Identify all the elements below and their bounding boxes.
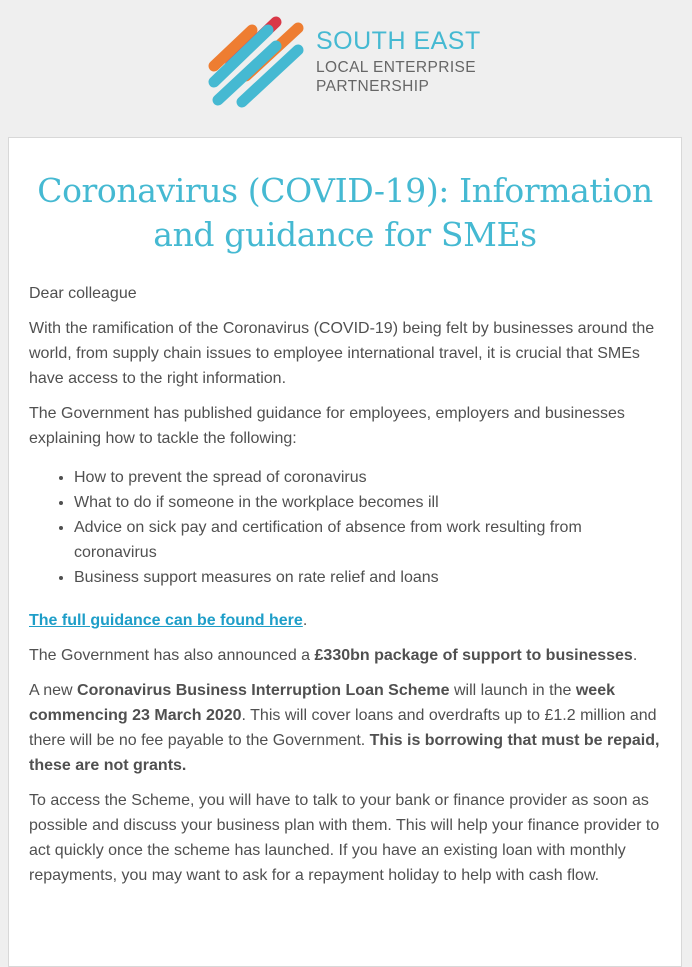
package-paragraph: [29, 643, 661, 668]
loan-scheme-paragraph: [29, 678, 661, 778]
email-content: [9, 138, 681, 888]
selep-logo: [206, 16, 496, 108]
full-guidance-link[interactable]: The full guidance can be found here: [29, 612, 303, 629]
list-item: • What to do if someone in the workplace becomes ill: [74, 490, 661, 515]
list-item: • How to prevent the spread of coronavirus: [74, 465, 661, 490]
email-body-card: [8, 137, 682, 967]
logo-wordmark: [316, 29, 481, 94]
package-suffix: .: [632, 647, 638, 664]
greeting: Dear colleague: [29, 285, 137, 302]
logo-line-south-east: SOUTH EAST: [316, 27, 481, 55]
loan-scheme-name: Coronavirus Business Interruption Loan Scheme: [77, 682, 450, 699]
package-prefix: The Government has also announced a: [29, 647, 315, 664]
logo-line-partnership: PARTNERSHIP: [316, 77, 430, 95]
intro-paragraph: With the ramification of the Coronavirus (COVID-19) being felt by businesses around the world, from supply chain issues to employee international travel, it is crucial that SMEs have access to the right information.: [29, 320, 655, 387]
package-amount: £330bn package of support to businesses: [314, 647, 633, 664]
loan-launch-date: week commencing 23 March 2020: [29, 682, 615, 724]
loan-text-1: A new: [29, 682, 78, 699]
access-paragraph: To access the Scheme, you will have to talk to your bank or finance provider as soon as possible and discuss your business plan with them. This will help your finance provider to act quickly once the scheme has launched. If you have an existing loan with monthly repayments, you may want to ask for a repayment holiday to help with cash flow.: [29, 792, 660, 884]
stripes-logo-icon: [206, 16, 306, 108]
guidance-link-paragraph: [29, 608, 661, 633]
list-item: • Business support measures on rate relief and loans: [74, 565, 661, 590]
loan-repay-note: This is borrowing that must be repaid, these are not grants.: [29, 732, 660, 774]
guidance-list: [29, 465, 661, 590]
page-title: Coronavirus (COVID-19): Information and guidance for SMEs: [37, 171, 653, 254]
guidance-intro-paragraph: The Government has published guidance for employees, employers and businesses explaining how to tackle the following:: [29, 405, 625, 447]
loan-text-2: will launch in the: [449, 682, 576, 699]
logo-line-local-enterprise: LOCAL ENTERPRISE: [316, 59, 477, 76]
list-item: • Advice on sick pay and certification of absence from work resulting from coronavirus: [74, 515, 661, 565]
loan-text-3: . This will cover loans and overdrafts up to £1.2 million and there will be no fee payable to the Government.: [29, 707, 657, 749]
guidance-link-suffix: .: [302, 612, 308, 629]
email-header: [0, 0, 692, 137]
